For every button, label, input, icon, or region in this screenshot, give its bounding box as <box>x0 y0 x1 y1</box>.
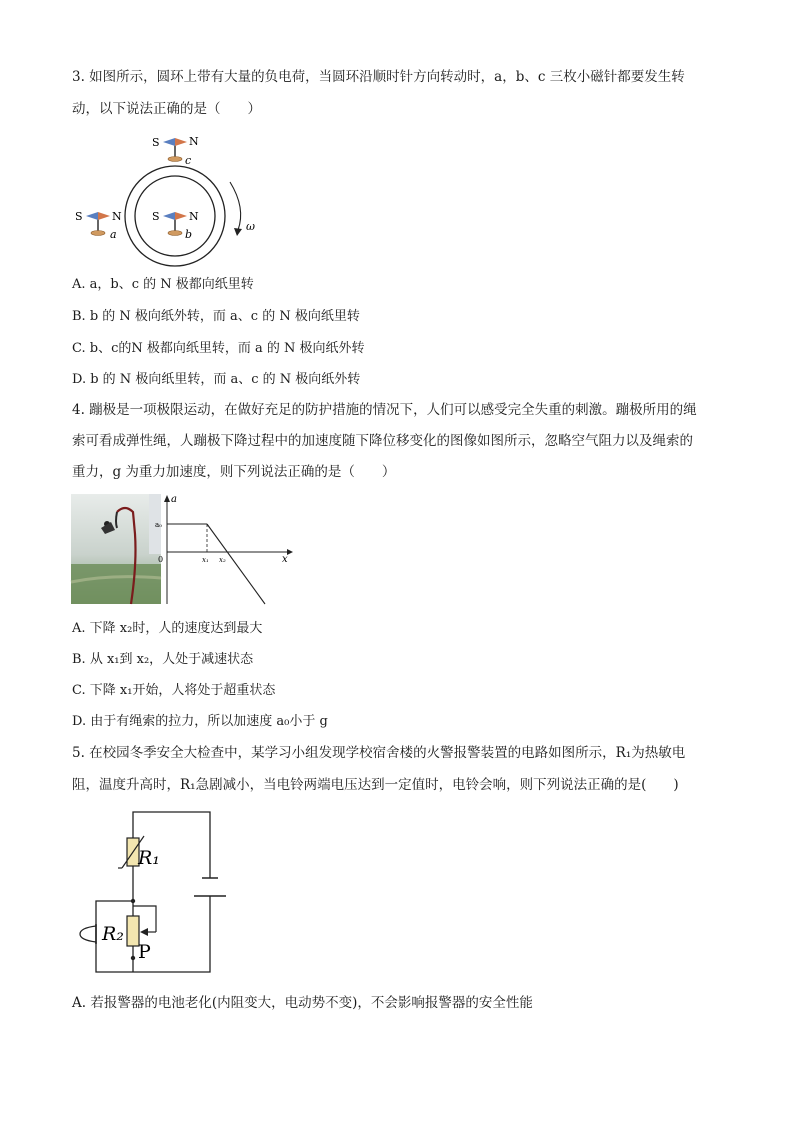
q4-option-d[interactable]: D. 由于有绳索的拉力，所以加速度 a₀小于 g <box>72 714 328 729</box>
q3-option-b[interactable]: B. b 的 N 极向纸外转，而 a、c 的 N 极向纸里转 <box>72 309 360 324</box>
svg-text:b: b <box>185 228 193 241</box>
decreasing-segment <box>207 524 265 604</box>
rotation-arrowhead <box>234 228 242 236</box>
svg-text:N: N <box>189 135 199 148</box>
q3-stem-line1: 3. 如图所示，圆环上带有大量的负电荷，当圆环沿顺时针方向转动时，a，b、c 三枚小磁针都要发生转 <box>72 69 685 85</box>
q4-stem-line3: 重力，g 为重力加速度，则下列说法正确的是（ ） <box>72 464 396 480</box>
svg-text:N: N <box>189 210 199 223</box>
q3-option-c[interactable]: C. b、c的N 极都向纸里转，而 a 的 N 极向纸外转 <box>72 341 365 356</box>
y-axis-label: a <box>171 494 177 505</box>
r2-label: R₂ <box>102 923 124 945</box>
origin-label: 0 <box>158 555 164 564</box>
q3-stem-line2: 动，以下说法正确的是（ ） <box>72 101 261 117</box>
magnet-a <box>75 210 122 241</box>
q4-option-a[interactable]: A. 下降 x₂时，人的速度达到最大 <box>72 621 263 636</box>
q3-option-d[interactable]: D. b 的 N 极向纸里转，而 a、c 的 N 极向纸外转 <box>72 372 361 387</box>
svg-text:S: S <box>75 210 83 223</box>
q4-stem-line1: 4. 蹦极是一项极限运动，在做好充足的防护措施的情况下，人们可以感受完全失重的刺激。蹦极所用的绳 <box>72 402 697 418</box>
svg-text:a: a <box>110 228 117 241</box>
q5-stem-line2: 阻，温度升高时，R₁急剧减小，当电铃两端电压达到一定值时，电铃会响，则下列说法正确的是( ) <box>72 777 679 793</box>
slider-arrow <box>140 928 148 936</box>
q4-option-b[interactable]: B. 从 x₁到 x₂，人处于减速状态 <box>72 652 254 667</box>
x-axis-label: x <box>282 554 288 565</box>
q4-acceleration-graph <box>155 492 295 607</box>
q5-alarm-circuit <box>74 806 234 976</box>
svg-text:S: S <box>152 136 160 149</box>
svg-text:N: N <box>112 210 122 223</box>
omega-label: ω <box>246 220 255 233</box>
q4-stem-line2: 索可看成弹性绳，人蹦极下降过程中的加速度随下降位移变化的图像如图所示，忽略空气阻力以及绳索的 <box>72 433 693 449</box>
r1-label: R₁ <box>138 847 160 869</box>
magnet-b <box>152 210 199 241</box>
svg-text:S: S <box>152 210 160 223</box>
q3-option-a[interactable]: A. a，b、c 的 N 极都向纸里转 <box>72 277 254 292</box>
bell-icon <box>80 926 96 942</box>
p-label: P <box>138 941 151 963</box>
q5-option-a[interactable]: A. 若报警器的电池老化(内阻变大，电动势不变)，不会影响报警器的安全性能 <box>72 995 533 1011</box>
q3-magnet-ring-figure <box>70 128 270 268</box>
rotation-arrow <box>230 182 241 230</box>
a0-label: a₀ <box>155 521 162 529</box>
q5-stem-line1: 5. 在校园冬季安全大检查中，某学习小组发现学校宿舍楼的火警报警装置的电路如图所示，R₁为热敏电 <box>72 745 686 761</box>
bungee-photo <box>71 494 164 604</box>
magnet-c <box>152 135 199 167</box>
q4-option-c[interactable]: C. 下降 x₁开始，人将处于超重状态 <box>72 683 276 698</box>
svg-text:c: c <box>185 154 192 167</box>
x1-label: x₁ <box>202 556 209 564</box>
x2-label: x₂ <box>219 556 226 564</box>
